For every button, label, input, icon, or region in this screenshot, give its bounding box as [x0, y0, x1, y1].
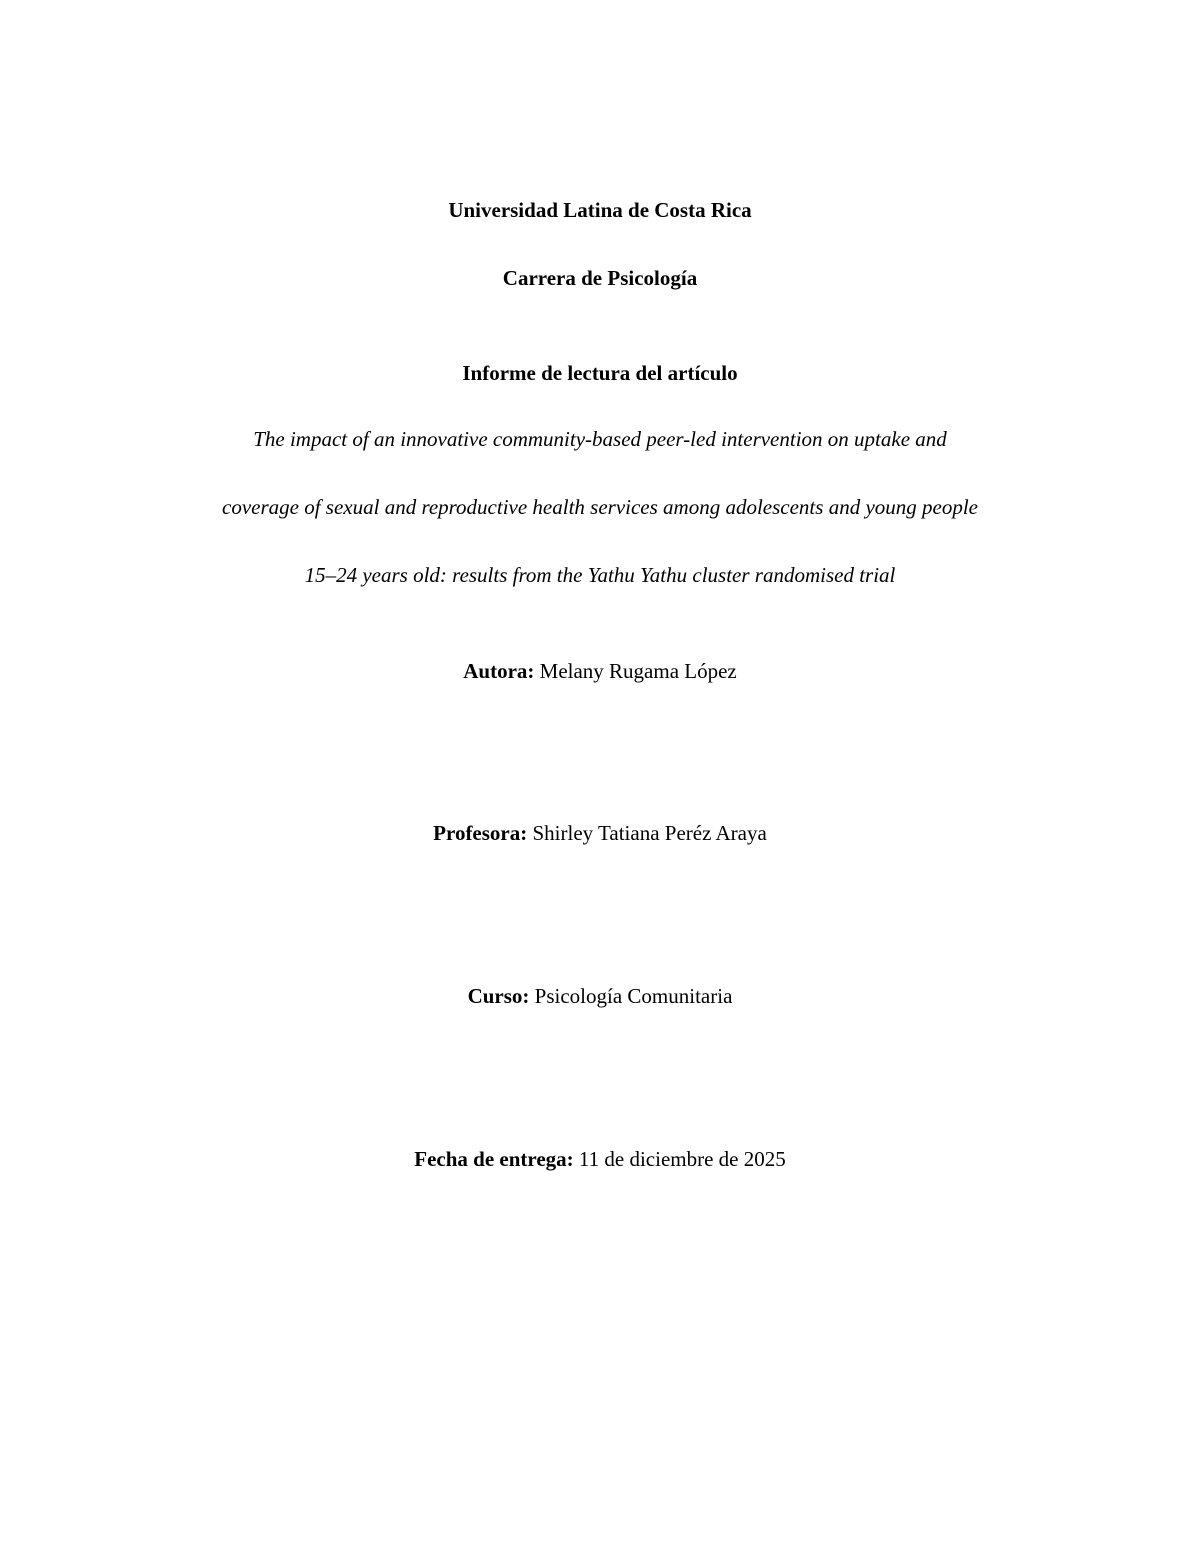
professor-line [0, 820, 1200, 846]
university-name: Universidad Latina de Costa Rica [448, 198, 752, 222]
article-title-line-2: coverage of sexual and reproductive health services among adolescents and young people [222, 495, 978, 519]
professor-label: Profesora: [433, 821, 528, 845]
author-line [0, 658, 1200, 684]
course-name: Psicología Comunitaria [529, 984, 733, 1008]
report-heading: Informe de lectura del artículo [462, 361, 738, 385]
author-name: Melany Rugama López [534, 659, 737, 683]
program-name: Carrera de Psicología [502, 266, 698, 290]
article-title-line-1: The impact of an innovative community-based peer-led intervention on uptake and [253, 427, 947, 451]
author-label: Autora: [463, 659, 535, 683]
due-date-value: 11 de diciembre de 2025 [573, 1147, 786, 1171]
article-title-line-3: 15–24 years old: results from the Yathu Yathu cluster randomised trial [304, 563, 896, 587]
due-date-line [0, 1146, 1200, 1172]
professor-name: Shirley Tatiana Peréz Araya [527, 821, 767, 845]
course-line [0, 983, 1200, 1009]
course-label: Curso: [467, 984, 530, 1008]
due-date-label: Fecha de entrega: [414, 1147, 574, 1171]
